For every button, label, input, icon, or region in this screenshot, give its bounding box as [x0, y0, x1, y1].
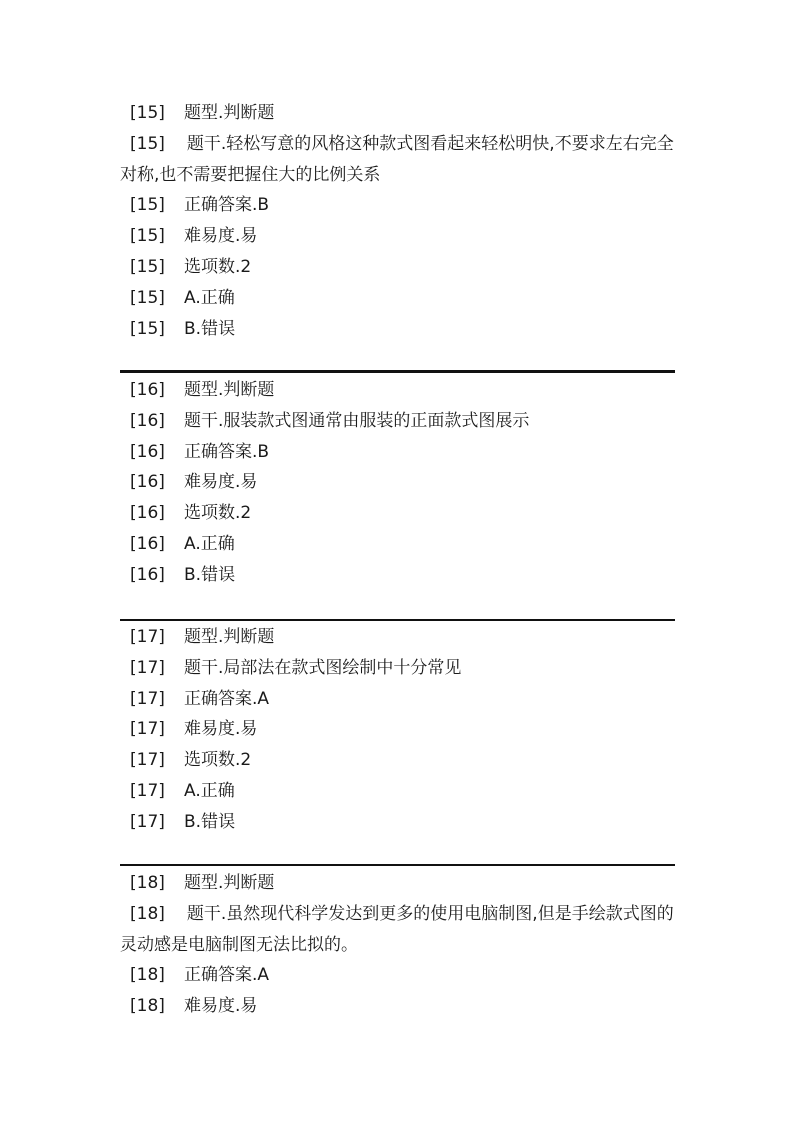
question-number: [16] — [130, 564, 165, 585]
question-type-line — [120, 868, 675, 899]
question-number: [16] — [130, 380, 165, 400]
question-block-17 — [120, 622, 675, 838]
question-number: [15] — [130, 256, 165, 277]
question-option-count: 选项数.2 — [184, 503, 252, 524]
question-answer-line — [120, 684, 675, 715]
question-difficulty: 难易度.易 — [184, 996, 258, 1017]
question-difficulty-line — [120, 991, 675, 1022]
question-type: 题型.判断题 — [184, 380, 275, 400]
question-divider — [120, 619, 675, 621]
question-difficulty: 难易度.易 — [184, 719, 258, 740]
question-type: 题型.判断题 — [184, 103, 275, 123]
question-answer-line — [120, 437, 675, 468]
question-answer-line — [120, 960, 675, 991]
question-option-count-line — [120, 498, 675, 529]
question-difficulty: 难易度.易 — [184, 472, 258, 493]
question-number: [18] — [130, 996, 165, 1017]
question-stem: 题干.虽然现代科学发达到更多的使用电脑制图,但是手绘款式图的灵动感是电脑制图无法比拟的。 — [120, 903, 674, 955]
question-number: [17] — [130, 657, 165, 678]
question-number: [15] — [130, 133, 165, 154]
question-option-count-line — [120, 745, 675, 776]
question-number: [16] — [130, 533, 165, 554]
question-number: [17] — [130, 627, 165, 647]
question-number: [15] — [130, 195, 165, 216]
question-answer-line — [120, 190, 675, 221]
question-option-a-line — [120, 776, 675, 807]
question-difficulty-line — [120, 221, 675, 252]
question-number: [15] — [130, 226, 165, 247]
question-answer: 正确答案.B — [184, 441, 270, 462]
question-option-b-line — [120, 807, 675, 838]
question-answer: 正确答案.A — [184, 688, 270, 709]
question-difficulty-line — [120, 714, 675, 745]
question-option-a: A.正确 — [184, 533, 235, 554]
question-stem: 题干.轻松写意的风格这种款式图看起来轻松明快,不要求左右完全对称,也不需要把握住大的比例关系 — [120, 133, 674, 185]
question-type-line — [120, 622, 675, 653]
question-stem: 题干.服装款式图通常由服装的正面款式图展示 — [184, 410, 530, 431]
question-answer: 正确答案.B — [184, 195, 270, 216]
question-number: [18] — [130, 873, 165, 893]
question-option-b: B.错误 — [184, 564, 236, 585]
question-number: [17] — [130, 811, 165, 832]
question-stem-line — [120, 129, 675, 191]
question-block-18 — [120, 868, 675, 1022]
question-answer: 正确答案.A — [184, 965, 270, 986]
question-number: [17] — [130, 750, 165, 771]
question-number: [17] — [130, 780, 165, 801]
question-number: [15] — [130, 103, 165, 123]
question-number: [17] — [130, 719, 165, 740]
question-number: [16] — [130, 503, 165, 524]
question-option-count: 选项数.2 — [184, 750, 252, 771]
question-type-line — [120, 375, 675, 406]
question-divider — [120, 864, 675, 866]
question-block-15 — [120, 98, 675, 344]
question-difficulty: 难易度.易 — [184, 226, 258, 247]
question-option-a-line — [120, 283, 675, 314]
question-option-b-line — [120, 314, 675, 345]
question-option-a-line — [120, 529, 675, 560]
question-number: [17] — [130, 688, 165, 709]
question-option-count-line — [120, 252, 675, 283]
question-option-b-line — [120, 560, 675, 591]
question-number: [18] — [130, 903, 165, 924]
question-option-b: B.错误 — [184, 318, 236, 339]
question-stem-line — [120, 653, 675, 684]
question-type: 题型.判断题 — [184, 627, 275, 647]
question-option-b: B.错误 — [184, 811, 236, 832]
question-option-a: A.正确 — [184, 780, 235, 801]
question-type-line — [120, 98, 675, 129]
question-stem-line — [120, 406, 675, 437]
question-option-a: A.正确 — [184, 287, 235, 308]
question-number: [18] — [130, 965, 165, 986]
question-stem: 题干.局部法在款式图绘制中十分常见 — [184, 657, 462, 678]
question-block-16 — [120, 375, 675, 591]
question-number: [15] — [130, 318, 165, 339]
question-stem-line — [120, 899, 675, 961]
question-difficulty-line — [120, 467, 675, 498]
question-number: [15] — [130, 287, 165, 308]
question-type: 题型.判断题 — [184, 873, 275, 893]
question-number: [16] — [130, 441, 165, 462]
question-number: [16] — [130, 472, 165, 493]
question-divider — [120, 370, 675, 373]
question-option-count: 选项数.2 — [184, 256, 252, 277]
question-number: [16] — [130, 410, 165, 431]
